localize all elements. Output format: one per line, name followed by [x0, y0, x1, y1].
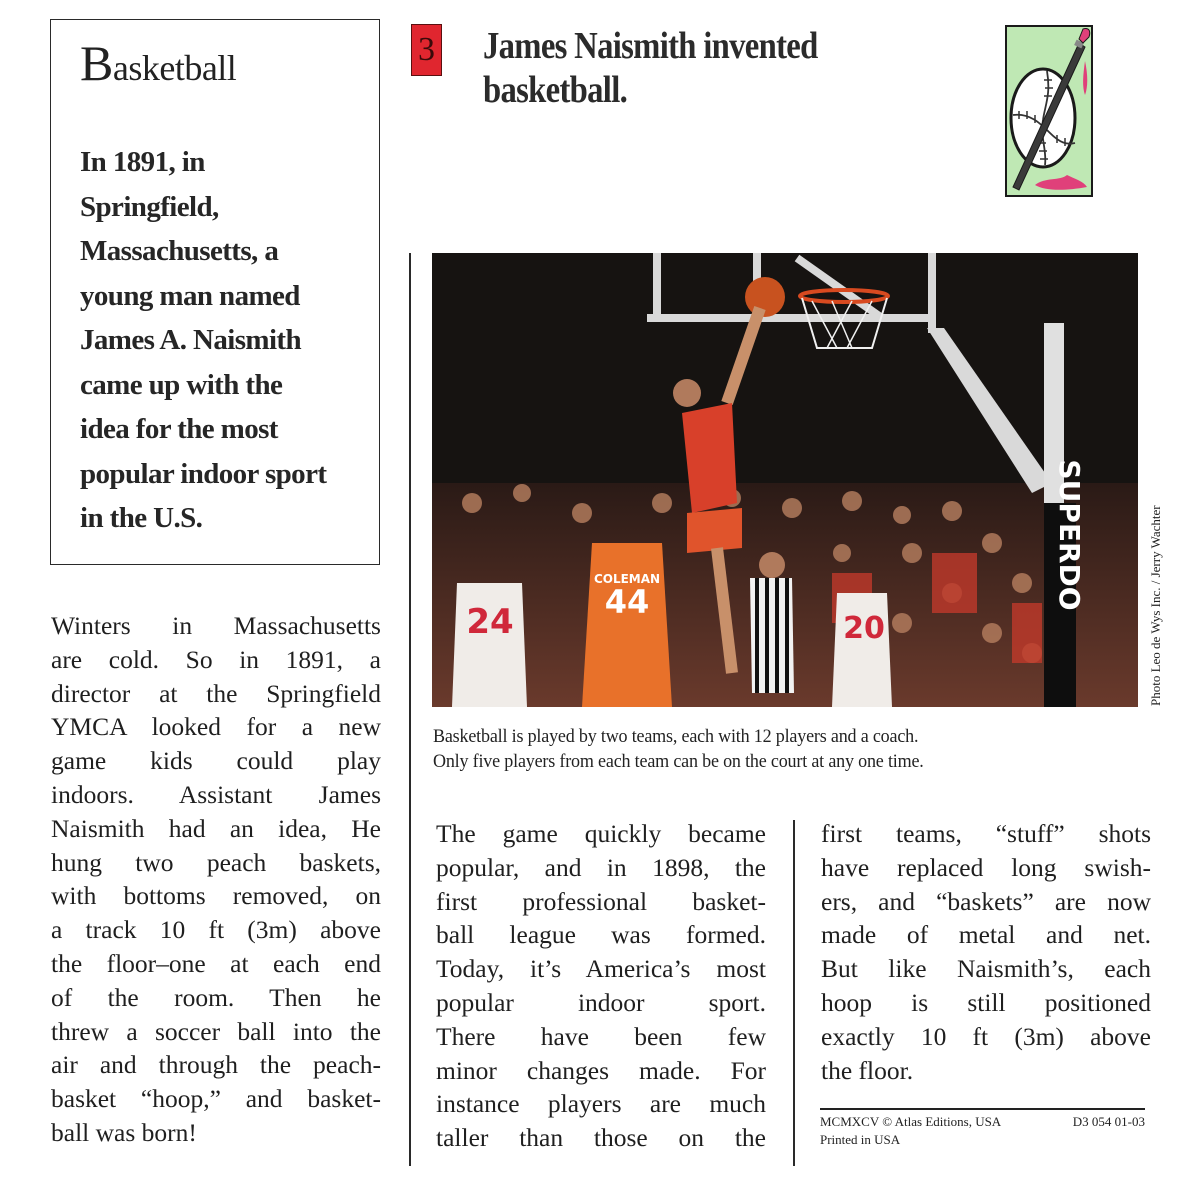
caption-line: Only five players from each team can be on the court at any one time.: [433, 751, 924, 772]
body-line: Winters in Massachusetts: [51, 611, 381, 640]
right-body-text: [821, 817, 1151, 1087]
photo-caption: [433, 724, 924, 774]
body-line: have replaced long swish-: [821, 852, 1151, 882]
body-line: hoop is still positioned: [821, 987, 1151, 1017]
intro-line: In 1891, in: [80, 146, 205, 178]
body-line: exactly 10 ft (3m) above: [821, 1021, 1151, 1051]
intro-line: Massachusetts, a: [80, 235, 279, 267]
body-line: popular indoor sport.: [436, 987, 766, 1017]
headline-line: basketball.: [483, 69, 628, 111]
body-line: ers, and “baskets” are now: [821, 886, 1151, 916]
footer: [820, 1113, 1145, 1149]
body-line: indoors. Assistant James: [51, 779, 381, 809]
intro-text: [80, 140, 375, 541]
body-line: with bottoms removed, on: [51, 881, 381, 911]
body-line: the floor–one at each end: [51, 948, 381, 978]
card-code: D3 054 01-03: [1072, 1114, 1145, 1129]
intro-line: came up with the: [80, 368, 283, 401]
intro-line: idea for the most: [80, 413, 278, 445]
body-line: taller than those on the: [436, 1123, 766, 1153]
body-line: instance players are much: [436, 1089, 766, 1119]
left-body-text: [51, 609, 381, 1150]
jersey-name: COLEMAN: [593, 572, 661, 586]
body-line: of the room. Then he: [51, 982, 381, 1012]
body-line: basket “hoop,” and basket-: [51, 1084, 381, 1114]
body-line: made of metal and net.: [821, 920, 1151, 950]
body-line: popular, and in 1898, the: [436, 852, 766, 882]
title-initial: B: [80, 35, 113, 91]
footer-divider: [820, 1108, 1145, 1110]
stanchion-text: SUPERDO: [1053, 459, 1086, 611]
body-line: There have been few: [436, 1021, 766, 1051]
body-line: air and through the peach-: [51, 1050, 381, 1080]
intro-line: young man named: [80, 279, 300, 312]
body-line: The game quickly became: [436, 819, 766, 848]
headline: [483, 24, 818, 112]
photo-credit: Photo Leo de Wys Inc. / Jerry Wachter: [1148, 505, 1163, 706]
body-line: Today, it’s America’s most: [436, 954, 766, 984]
jersey-number: 20: [843, 611, 885, 646]
body-line: are cold. So in 1891, a: [51, 644, 381, 674]
body-line: Naismith had an idea, He: [51, 813, 381, 843]
title-rest: asketball: [112, 48, 237, 88]
jersey-number: 44: [604, 583, 650, 621]
body-line: ball was born!: [51, 1117, 197, 1147]
body-line: minor changes made. For: [436, 1055, 766, 1085]
body-line: hung two peach baskets,: [51, 847, 381, 877]
middle-body-text: [436, 817, 766, 1155]
copyright-text: MCMXCV © Atlas Editions, USA: [820, 1114, 1002, 1129]
sports-category-icon: [1005, 25, 1093, 197]
intro-line: in the U.S.: [80, 502, 203, 534]
printed-text: Printed in USA: [820, 1132, 901, 1147]
intro-line: popular indoor sport: [80, 457, 327, 490]
column-divider: [793, 820, 795, 1166]
body-line: first professional basket-: [436, 886, 766, 916]
caption-line: Basketball is played by two teams, each with 12 players and a coach.: [433, 726, 919, 747]
body-line: director at the Springfield: [51, 678, 381, 708]
body-line: YMCA looked for a new: [51, 712, 381, 742]
jersey-number: 24: [466, 602, 514, 642]
headline-line: James Naismith invented: [483, 25, 818, 67]
photo-image: [432, 253, 1138, 707]
body-line: But like Naismith’s, each: [821, 954, 1151, 984]
body-line: the floor.: [821, 1055, 914, 1085]
body-line: game kids could play: [51, 746, 381, 776]
body-line: threw a soccer ball into the: [51, 1016, 381, 1046]
baseball-paintbrush-icon: [1005, 25, 1093, 197]
intro-line: James A. Naismith: [80, 324, 301, 356]
column-divider: [409, 253, 411, 1166]
body-line: a track 10 ft (3m) above: [51, 915, 381, 945]
basketball-photo: [432, 253, 1138, 707]
body-line: ball league was formed.: [436, 920, 766, 950]
card-title: [80, 35, 237, 91]
intro-line: Springfield,: [80, 190, 219, 223]
body-line: first teams, “stuff” shots: [821, 819, 1151, 848]
card-number-badge: 3: [411, 24, 442, 76]
